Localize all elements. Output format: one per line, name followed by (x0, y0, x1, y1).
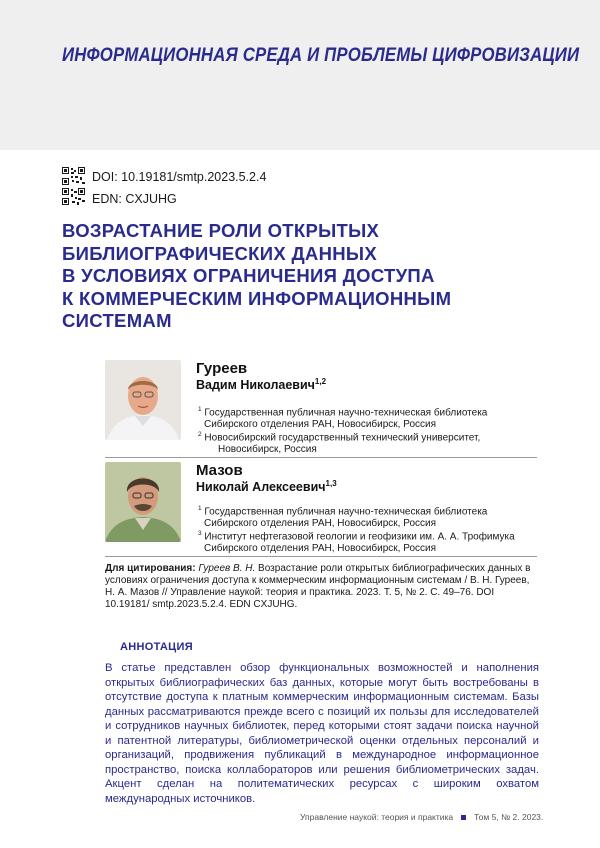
author-photo-mazov (105, 462, 181, 542)
author-last-name: Гуреев (196, 360, 248, 377)
affiliation-number: 2 (198, 431, 202, 438)
article-title (62, 220, 542, 333)
abstract-text: В статье представлен обзор функциональных возможностей и наполнения открытых библиографических баз данных, которые могут быть востребованы в отсутствие доступа к платным коммерческим информационным системам. Базы данных рассматриваются прежде всего с позиций их пользы для исследователей и сотрудников научных библиотек, перед которыми стоят задачи поиска научной и патентной литературы, библиометрической оценки отдельных персоналий и организаций, продвижения публикаций в международное информационное пространство, поиска коллабораторов или решения библиометрических задач. Акцент сделан на политематических ресурсах с широким охватом международных источников. (105, 662, 539, 805)
abstract-heading: АННОТАЦИЯ (120, 641, 193, 653)
affiliation-line: Государственная публичная научно-техническая библиотека (204, 407, 488, 419)
affiliation-line: Сибирского отделения РАН, Новосибирск, Россия (204, 542, 437, 554)
affiliation-line: Новосибирск, Россия (218, 443, 317, 455)
citation-block (105, 563, 537, 611)
author-first-name-text: Вадим Николаевич (196, 378, 315, 393)
affiliation-number: 1 (198, 505, 202, 512)
title-line: К КОММЕРЧЕСКИМ ИНФОРМАЦИОННЫМ (62, 287, 452, 309)
affiliation-line: Сибирского отделения РАН, Новосибирск, Россия (204, 418, 437, 430)
author-affiliation-marks: 1,3 (325, 479, 337, 488)
author-first-name (196, 479, 337, 494)
edn-text: EDN: CXJUHG (92, 192, 177, 206)
author-affiliation (198, 503, 538, 529)
author-affiliation (198, 404, 538, 430)
qr-code-icon (62, 167, 85, 205)
title-line: СИСТЕМАМ (62, 310, 172, 331)
citation-divider (105, 556, 537, 557)
title-line: ВОЗРАСТАНИЕ РОЛИ ОТКРЫТЫХ (62, 220, 380, 241)
affiliation-line: Институт нефтегазовой геологии и геофизики им. А. А. Трофимука (204, 531, 515, 543)
affiliation-number: 1 (198, 406, 202, 413)
affiliation-line: Новосибирский государственный технический университет, (204, 432, 481, 444)
doi-text[interactable]: DOI: 10.19181/smtp.2023.5.2.4 (92, 170, 267, 184)
footer-journal: Управление наукой: теория и практика (300, 812, 454, 822)
author-affiliation (198, 528, 538, 554)
section-title: ИНФОРМАЦИОННАЯ СРЕДА И ПРОБЛЕМЫ ЦИФРОВИЗАЦИИ (62, 44, 580, 66)
author-first-name (196, 377, 326, 392)
title-line: В УСЛОВИЯХ ОГРАНИЧЕНИЯ ДОСТУПА (62, 265, 435, 286)
citation-text: Возрастание роли открытых библиографических данных в условиях ограничения доступа к коммерческим информационным системам / В. Н. Гуреев, Н. А. Мазов // Управление наукой: теория и практика. 2023. Т. 5, № 2. С. 49–76. DOI 10.19181/ smtp.2023.5.2.4. EDN CXJUHG. (105, 563, 531, 610)
affiliation-line: Сибирского отделения РАН, Новосибирск, Россия (204, 517, 437, 529)
title-line: БИБЛИОГРАФИЧЕСКИХ ДАННЫХ (62, 242, 377, 264)
author-affiliation (198, 429, 538, 455)
header-band (0, 0, 600, 150)
author-divider (105, 457, 537, 458)
citation-author: Гуреев В. Н. (198, 563, 256, 574)
affiliation-line: Государственная публичная научно-техническая библиотека (204, 506, 488, 518)
citation-label: Для цитирования: (105, 563, 196, 574)
author-first-name-text: Николай Алексеевич (196, 480, 326, 495)
footer-issue: Том 5, № 2. 2023. (474, 812, 544, 822)
author-affiliation-marks: 1,2 (314, 377, 327, 386)
page-footer (300, 812, 543, 822)
affiliation-number: 3 (198, 530, 202, 537)
author-photo-gureev (105, 360, 181, 440)
square-bullet-icon (461, 815, 466, 820)
author-last-name: Мазов (196, 462, 243, 479)
